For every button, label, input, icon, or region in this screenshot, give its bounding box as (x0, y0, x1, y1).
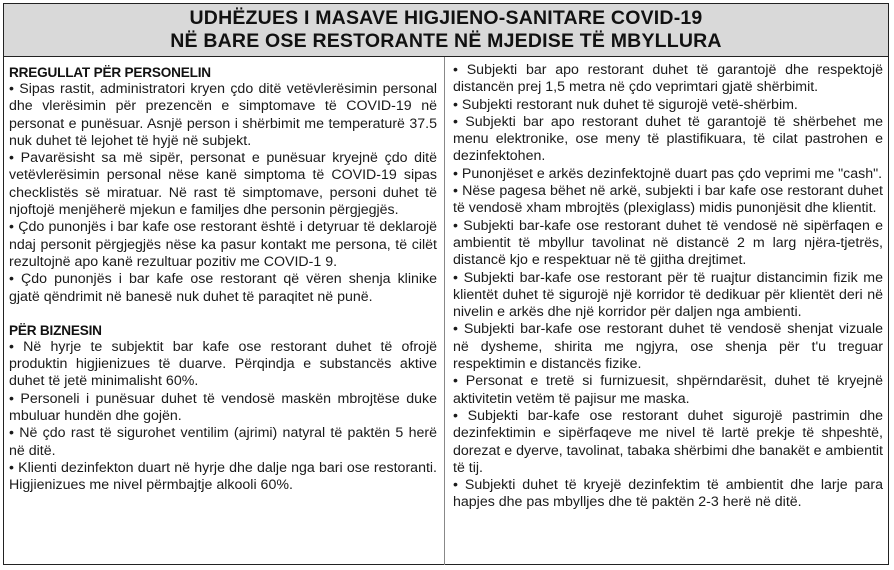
business-rule-item: • Subjekti bar-kafe ose restorant duhet të vendosë shenjat vizuale në dysheme, shirita me ngjyra, ose shenja për t'u treguar respektimin e distancës fizike. (453, 321, 883, 373)
staff-rule-item: • Pavarësisht sa më sipër, personat e punësuar kryejnë çdo ditë vetëvlerësimin personal nëse kanë simptoma të COVID-19 sipas checklistës së miratuar. Në rast të simptomave, personi duhet të njoftojë menjëherë mjekun e familjes dhe personin përgjegjës. (9, 150, 437, 219)
business-rule-item: • Subjekti bar-kafe ose restorant duhet të vendosë në sipërfaqen e ambientit të mbyllur tavolinat në distancë 2 m larg njëra-tjetrës, distancë kjo e respektuar në të gjitha drejtimet. (453, 217, 883, 269)
title-line-1: UDHËZUES I MASAVE HIGJIENO-SANITARE COVID-19 (189, 7, 703, 29)
staff-rule-item: • Çdo punonjës i bar kafe ose restorant që vëren shenja klinike gjatë qëndrimit në banesë nuk duhet të paraqitet në punë. (9, 271, 437, 305)
left-column (9, 62, 437, 495)
business-rule-item: • Subjekti duhet të kryejë dezinfektim të ambientit dhe larje para hapjes dhe pas mbylljes dhe të paktën 2-3 herë në ditë. (453, 477, 883, 511)
column-divider (444, 57, 445, 565)
business-rules-heading: PËR BIZNESIN (9, 322, 102, 338)
business-rule-item: • Subjekti bar apo restorant duhet të garantojë dhe respektojë distancën prej 1,5 metra në çdo veprimtari gjatë shërbimit. (453, 62, 883, 96)
title-banner (3, 3, 889, 57)
business-rule-item: • Nëse pagesa bëhet në arkë, subjekti i bar kafe ose restorant duhet të vendosë xham mbrojtës (plexiglass) midis punonjësit dhe klientit. (453, 183, 883, 217)
business-rule-item: • Në hyrje te subjektit bar kafe ose restorant duhet të ofrojë produktin higjienizues të duarve. Përqindja e substancës aktive duhet të jetë minimalisht 60%. (9, 338, 437, 390)
business-rule-item: • Subjekti restorant nuk duhet të sigurojë vetë-shërbim. (453, 96, 798, 113)
staff-rule-item: • Sipas rastit, administratori kryen çdo ditë vetëvlerësimin personal dhe vlerësimin për prezencën e simptomave të COVID-19 në personat e punësuar. Asnjë person i shërbimit me temperaturë 37.5 nuk duhet të lejohet të hyjë në subjekt. (9, 81, 437, 149)
business-rule-item: • Personeli i punësuar duhet të vendosë maskën mbrojtëse duke mbuluar hundën dhe gojën. (9, 390, 437, 425)
title-line-2: NË BARE OSE RESTORANTE NË MJEDISE TË MBYLLURA (170, 30, 722, 52)
business-rule-item: • Subjekti bar apo restorant duhet të garantojë të shërbehet me menu elektronike, ose meny të plastifikuara, të cilat pastrohen e dezinfektohen. (453, 113, 883, 165)
business-rule-item: • Subjekti bar-kafe ose restorant duhet sigurojë pastrimin dhe dezinfektimin e sipërfaqeve me nivel të lartë prekje të shpeshtë, dorezat e dyerve, tavolinat, tabaka shërbimi dhe banakët e ambientit të tij. (453, 407, 883, 476)
business-rule-item: • Punonjëset e arkës dezinfektojnë duart pas çdo veprimi me "cash". (453, 165, 883, 182)
staff-rules-heading: RREGULLAT PËR PERSONELIN (9, 65, 211, 80)
business-rule-item: • Në çdo rast të sigurohet ventilim (ajrimi) natyral të paktën 5 herë në ditë. (9, 425, 437, 459)
staff-rule-item: • Çdo punonjës i bar kafe ose restorant është i detyruar të deklarojë ndaj personit përgjegjës nëse ka pasur kontakt me persona, të cilët rezultojnë apo kanë rezultuar pozitiv me COVID-1 9. (9, 219, 437, 270)
business-rule-item: • Subjekti bar-kafe ose restorant për të ruajtur distancimin fizik me klientët duhet të sigurojë një korridor të dedikuar për klientët deri në nivelin e arkës dhe një korridor për daljen nga ambienti. (453, 269, 883, 321)
business-rule-item: • Klienti dezinfekton duart në hyrje dhe dalje nga bari ose restoranti. Higjienizues me nivel përmbajtje alkooli 60%. (9, 459, 437, 494)
right-column (453, 62, 883, 512)
business-rule-item: • Personat e tretë si furnizuesit, shpërndarësit, duhet të kryejnë aktivitetin vetëm të pajisur me maska. (453, 373, 883, 407)
